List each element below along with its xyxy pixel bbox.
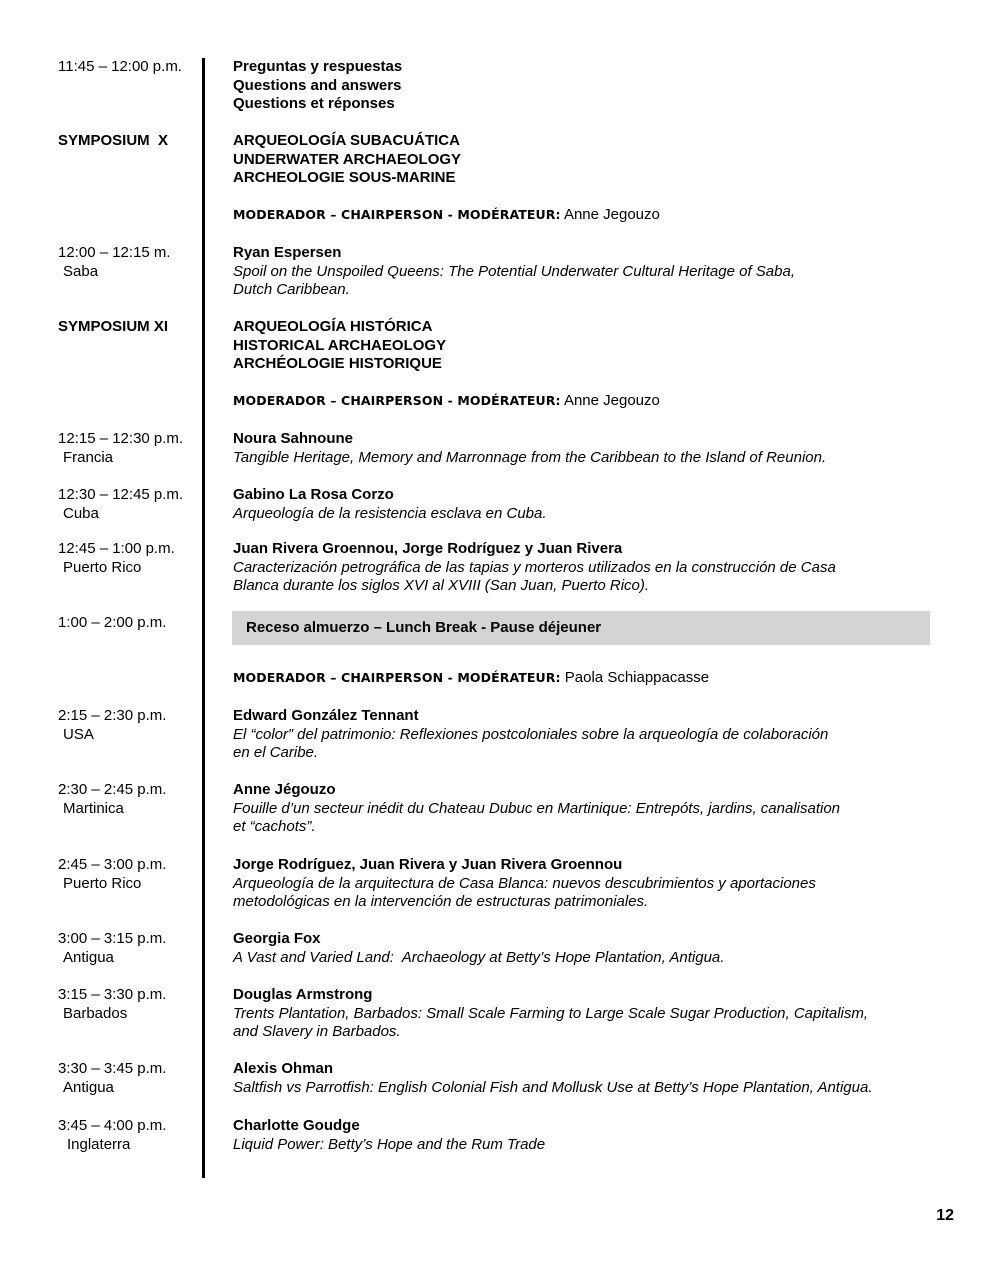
time: 11:45 – 12:00 p.m. bbox=[58, 58, 182, 75]
symposium-title-en: HISTORICAL ARCHAEOLOGY bbox=[233, 336, 447, 354]
time: 12:30 – 12:45 p.m. bbox=[58, 486, 184, 503]
talk-title: Liquid Power: Betty’s Hope and the Rum Trade bbox=[233, 1135, 546, 1153]
time: 2:15 – 2:30 p.m. bbox=[58, 707, 167, 724]
place: Cuba bbox=[63, 504, 99, 522]
symposium-title-fr: ARCHÉOLOGIE HISTORIQUE bbox=[233, 355, 442, 372]
time: 2:45 – 3:00 p.m. bbox=[58, 856, 167, 873]
author: Gabino La Rosa Corzo bbox=[233, 486, 394, 503]
symposium-label: SYMPOSIUM X bbox=[58, 132, 169, 149]
moderator-name: Paola Schiappacasse bbox=[564, 669, 710, 686]
symposium-title-es: ARQUEOLOGÍA HISTÓRICA bbox=[233, 318, 433, 335]
moderator-name: Anne Jegouzo bbox=[563, 392, 660, 409]
place: Puerto Rico bbox=[63, 558, 142, 576]
symposium-title-es: ARQUEOLOGÍA SUBACUÁTICA bbox=[233, 132, 460, 149]
moderator-label: MODERADOR – CHAIRPERSON - MODÉRATEUR: bbox=[233, 670, 561, 685]
talk-title-cont: en el Caribe. bbox=[233, 744, 319, 761]
place: USA bbox=[63, 725, 94, 743]
talk-title: Spoil on the Unspoiled Queens: The Potential Underwater Cultural Heritage of Saba, bbox=[233, 262, 795, 280]
author: Ryan Espersen bbox=[233, 244, 342, 261]
author: Alexis Ohman bbox=[233, 1060, 334, 1077]
qa-line-en: Questions and answers bbox=[233, 76, 402, 94]
qa-line-fr: Questions et réponses bbox=[233, 95, 395, 112]
time: 1:00 – 2:00 p.m. bbox=[58, 614, 167, 631]
place: Antigua bbox=[63, 948, 114, 966]
author: Douglas Armstrong bbox=[233, 986, 373, 1003]
time: 12:45 – 1:00 p.m. bbox=[58, 540, 175, 557]
place: Francia bbox=[63, 448, 114, 466]
time: 3:15 – 3:30 p.m. bbox=[58, 986, 167, 1003]
talk-title: Tangible Heritage, Memory and Marronnage from the Caribbean to the Island of Reunion. bbox=[233, 448, 827, 466]
moderator-label: MODERADOR – CHAIRPERSON - MODÉRATEUR: bbox=[233, 393, 561, 408]
talk-title-cont: metodológicas en la intervención de estructuras patrimoniales. bbox=[233, 893, 649, 910]
talk-title-cont: Dutch Caribbean. bbox=[233, 281, 350, 298]
place: Antigua bbox=[63, 1078, 114, 1096]
author: Charlotte Goudge bbox=[233, 1117, 360, 1134]
symposium-title-en: UNDERWATER ARCHAEOLOGY bbox=[233, 150, 462, 168]
time: 12:15 – 12:30 p.m. bbox=[58, 430, 184, 447]
time: 12:00 – 12:15 m. bbox=[58, 244, 171, 261]
talk-title: A Vast and Varied Land: Archaeology at Betty’s Hope Plantation, Antigua. bbox=[233, 948, 725, 966]
moderator-name: Anne Jegouzo bbox=[563, 206, 660, 223]
page-number: 12 bbox=[936, 1207, 954, 1224]
vertical-divider bbox=[202, 58, 205, 1178]
talk-title: Trents Plantation, Barbados: Small Scale Farming to Large Scale Sugar Production, Capitalism, bbox=[233, 1004, 869, 1022]
talk-title: El “color” del patrimonio: Reflexiones postcoloniales sobre la arqueología de colaboración bbox=[233, 725, 829, 743]
author: Jorge Rodríguez, Juan Rivera y Juan Rivera Groennou bbox=[233, 856, 623, 873]
talk-title: Fouille d’un secteur inédit du Chateau Dubuc en Martinique: Entrepóts, jardins, canalisation bbox=[233, 799, 841, 817]
moderator-label: MODERADOR – CHAIRPERSON - MODÉRATEUR: bbox=[233, 207, 561, 222]
author: Georgia Fox bbox=[233, 930, 321, 947]
author: Noura Sahnoune bbox=[233, 430, 354, 447]
place: Saba bbox=[63, 262, 99, 280]
place: Puerto Rico bbox=[63, 874, 142, 892]
author: Juan Rivera Groennou, Jorge Rodríguez y Juan Rivera bbox=[233, 540, 623, 557]
author: Edward González Tennant bbox=[233, 707, 419, 724]
time: 2:30 – 2:45 p.m. bbox=[58, 781, 167, 798]
talk-title: Arqueología de la resistencia esclava en Cuba. bbox=[233, 504, 547, 522]
symposium-title-fr: ARCHEOLOGIE SOUS-MARINE bbox=[233, 169, 456, 186]
time: 3:00 – 3:15 p.m. bbox=[58, 930, 167, 947]
place: Inglaterra bbox=[67, 1135, 131, 1153]
talk-title: Arqueología de la arquitectura de Casa Blanca: nuevos descubrimientos y aportaciones bbox=[233, 874, 816, 892]
place: Barbados bbox=[63, 1004, 128, 1022]
time: 3:30 – 3:45 p.m. bbox=[58, 1060, 167, 1077]
talk-title-cont: et “cachots”. bbox=[233, 818, 316, 835]
talk-title-cont: and Slavery in Barbados. bbox=[233, 1023, 401, 1040]
lunch-break-banner: Receso almuerzo – Lunch Break - Pause déjeuner bbox=[232, 611, 930, 645]
qa-line-es: Preguntas y respuestas bbox=[233, 58, 403, 75]
time: 3:45 – 4:00 p.m. bbox=[58, 1117, 167, 1134]
talk-title: Saltfish vs Parrotfish: English Colonial Fish and Mollusk Use at Betty’s Hope Plantation, Antigua. bbox=[233, 1078, 873, 1096]
place: Martinica bbox=[63, 799, 124, 817]
talk-title-cont: Blanca durante los siglos XVI al XVIII (San Juan, Puerto Rico). bbox=[233, 577, 650, 594]
symposium-label: SYMPOSIUM XI bbox=[58, 318, 169, 335]
talk-title: Caracterización petrográfica de las tapias y morteros utilizados en la construcción de Casa bbox=[233, 558, 836, 576]
author: Anne Jégouzo bbox=[233, 781, 336, 798]
